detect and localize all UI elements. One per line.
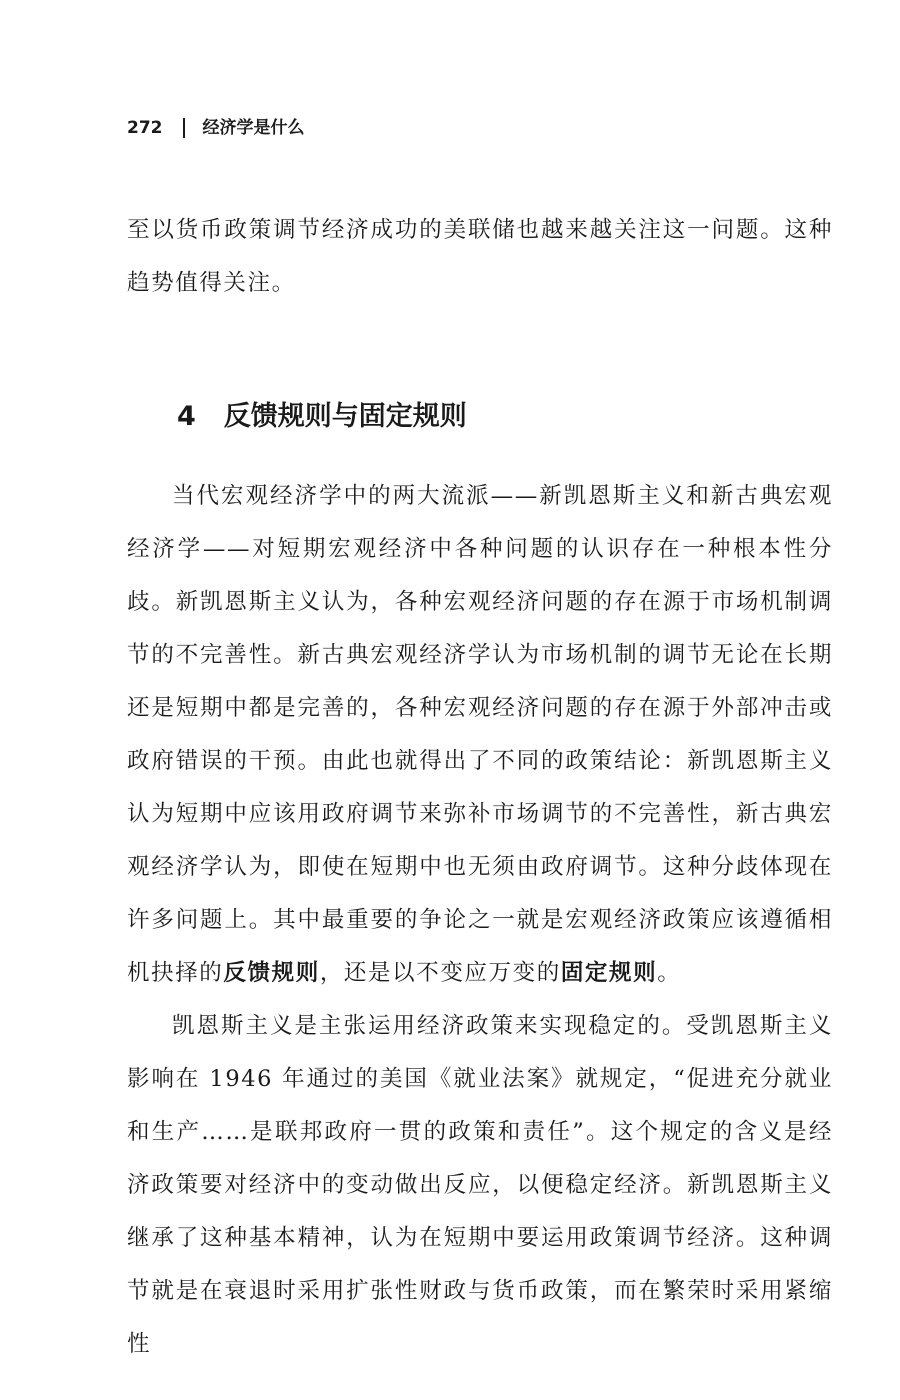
continuation-paragraph: 至以货币政策调节经济成功的美联储也越来越关注这一问题。这种趋势值得关注。	[127, 217, 833, 296]
paragraph-1-text-after: 。	[657, 960, 682, 986]
continuation-text-block	[127, 204, 833, 310]
paragraph-1-text-middle: ，还是以不变应万变的	[319, 960, 561, 986]
page-number: 272	[127, 118, 163, 138]
paragraph-1-text-before: 当代宏观经济学中的两大流派——新凯恩斯主义和新古典宏观经济学——对短期宏观经济中各种问题的认识存在一种根本性分歧。新凯恩斯主义认为，各种宏观经济问题的存在源于市场机制调节的不完善性。新古典宏观经济学认为市场机制的调节无论在长期还是短期中都是完善的，各种宏观经济问题的存在源于外部冲击或政府错误的干预。由此也就得出了不同的政策结论：新凯恩斯主义认为短期中应该用政府调节来弥补市场调节的不完善性，新古典宏观经济学认为，即使在短期中也无须由政府调节。这种分歧体现在许多问题上。其中最重要的争论之一就是宏观经济政策应该遵循相机抉择的	[127, 483, 833, 986]
book-title: 经济学是什么	[202, 118, 305, 138]
section-title: 反馈规则与固定规则	[223, 401, 467, 432]
bold-term-fixed-rule: 固定规则	[560, 960, 658, 986]
header-separator	[183, 118, 185, 138]
paragraph-1	[127, 470, 833, 1000]
paragraph-2: 凯恩斯主义是主张运用经济政策来实现稳定的。受凯恩斯主义影响在 1946 年通过的美国《就业法案》就规定，“促进充分就业和生产……是联邦政府一贯的政策和责任”。这个规定的含义是经济政策要对经济中的变动做出反应，以便稳定经济。新凯恩斯主义继承了这种基本精神，认为在短期中要运用政策调节经济。这种调节就是在衰退时采用扩张性财政与货币政策，而在繁荣时采用紧缩性	[127, 1013, 833, 1357]
bold-term-feedback-rule: 反馈规则	[223, 960, 320, 986]
main-text-block	[127, 470, 833, 1371]
section-heading	[177, 392, 467, 442]
section-number: 4	[177, 401, 196, 432]
running-header	[127, 116, 305, 140]
